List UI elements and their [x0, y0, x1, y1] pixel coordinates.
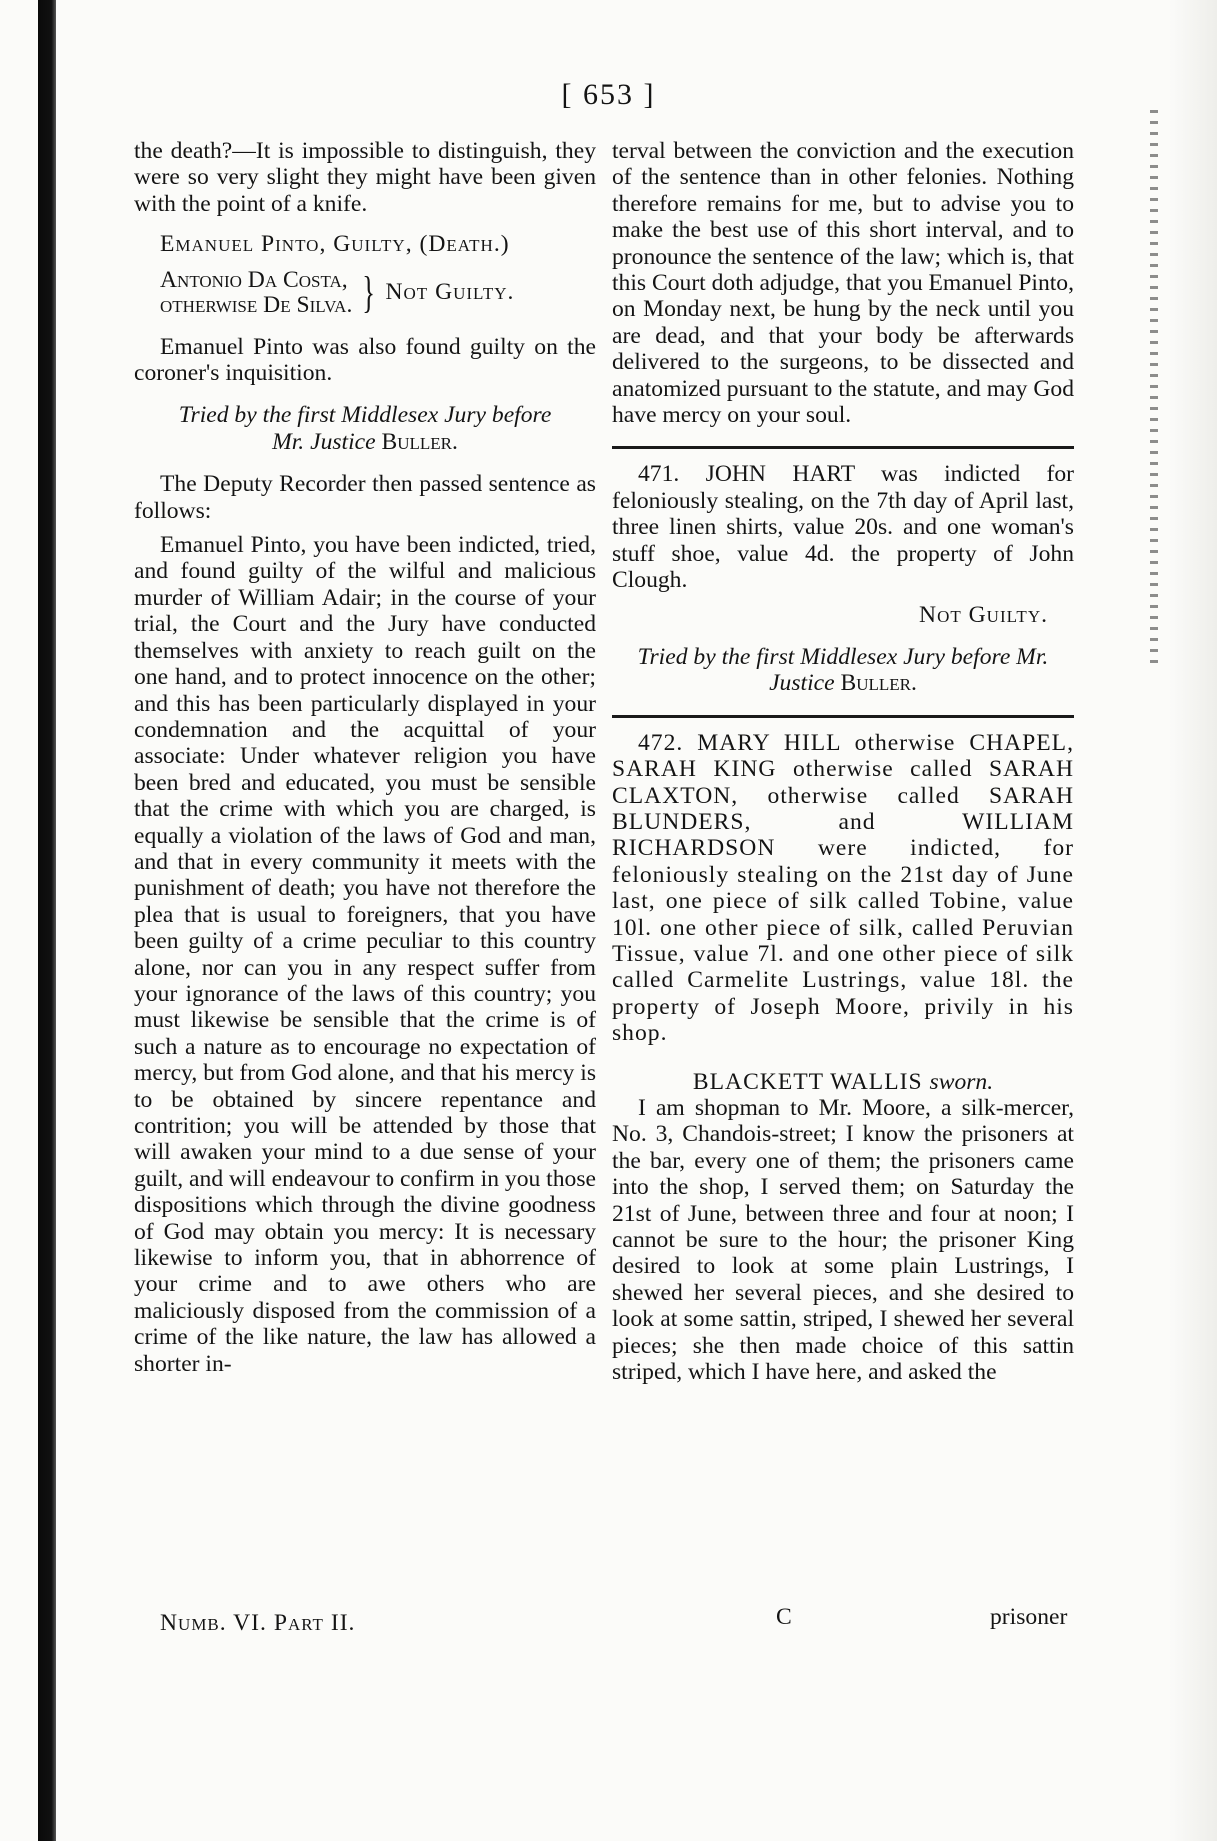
verdict-text: Not Guilty.: [385, 279, 515, 306]
verdict-pinto: Emanuel Pinto, Guilty, (Death.): [160, 231, 510, 258]
tried-before: [612, 644, 1074, 697]
brace-icon: }: [362, 267, 376, 317]
verdict-hart: Not Guilty.: [919, 601, 1048, 628]
section-divider: [612, 715, 1074, 718]
defendant-names: [160, 268, 352, 318]
testimony: I am shopman to Mr. Moore, a silk-mercer, No. 3, Chandois-street; I know the prisoners at the bar, every one of them; the prisoners came into the shop, I served them; on Saturday the 21st of June, between three and four at noon; I cannot be sure to the hour; the prisoner King desired to look at some plain Lustrings, I shewed her several pieces, and she desired to look at some sattin, striped, I shewed her several pieces; she then made choice of this sattin striped, which I have here, and asked the: [612, 1095, 1074, 1386]
page-binding-shadow: [38, 0, 56, 1841]
section-divider: [612, 446, 1074, 449]
case-471: 471. JOHN HART was indicted for feloniously stealing, on the 7th day of April last, three linen shirts, value 20s. and one woman's stuff shoe, value 4d. the property of John Clough.: [612, 461, 1074, 594]
tried-line: Tried by the first Middlesex Jury before Mr.: [637, 643, 1049, 670]
witness-heading: [612, 1069, 1074, 1095]
tried-line: Tried by the first Middlesex Jury before: [178, 402, 552, 429]
page-number: [ 653 ]: [561, 78, 656, 111]
paragraph: The Deputy Recorder then passed sentence as follows:: [134, 471, 596, 524]
tried-text: Mr. Justice: [272, 428, 376, 455]
judge-name: Buller.: [840, 670, 917, 697]
tried-line: [134, 429, 596, 455]
margin-marks: [1150, 110, 1158, 670]
paragraph: terval between the conviction and the execution of the sentence than in other felonies. Nothing therefore remains for me, but to advise you to make the best use of this short interval, and to pronounce the sentence of the law; which is, that this Court doth adjudge, that you Emanuel Pinto, on Monday next, be hung by the neck until you are dead, and that your body be afterwards delivered to the surgeons, to be dissected and anatomized pursuant to the statute, and may God have mercy on your soul.: [612, 138, 1075, 429]
footer-number: Numb. VI. Part II.: [160, 1610, 356, 1636]
tried-text: Justice: [769, 670, 835, 697]
right-column: [612, 138, 1074, 1385]
paragraph: Emanuel Pinto was also found guilty on the coroner's inquisition.: [134, 333, 596, 387]
defendant-name-line: Antonio Da Costa,: [160, 266, 348, 293]
witness-sworn: sworn.: [929, 1068, 994, 1095]
tried-before: [134, 402, 596, 455]
verdict-dacosta: [134, 268, 596, 318]
signature-mark: C: [776, 1604, 792, 1630]
catchword: prisoner: [990, 1604, 1068, 1630]
left-column: [134, 138, 596, 1377]
page-edge: [1057, 0, 1217, 1841]
tried-line: [612, 670, 1074, 696]
case-472: 472. MARY HILL otherwise CHAPEL, SARAH KING otherwise called SARAH CLAXTON, otherwise called SARAH BLUNDERS, and WILLIAM RICHARDSON were indicted, for feloniously stealing on the 21st day of June last, one piece of silk called Tobine, value 10l. one other piece of silk, called Peruvian Tissue, value 7l. and one other piece of silk called Carmelite Lustrings, value 18l. the property of Joseph Moore, privily in his shop.: [612, 729, 1074, 1047]
judge-name: Buller.: [381, 428, 458, 455]
defendant-alias-line: otherwise De Silva.: [160, 291, 353, 318]
paragraph: the death?—It is impossible to distinguish, they were so very slight they might have been given with the point of a knife.: [134, 138, 596, 217]
witness-name: BLACKETT WALLIS: [692, 1068, 923, 1095]
sentence-paragraph: Emanuel Pinto, you have been indicted, tried, and found guilty of the wilful and malicious murder of William Adair; in the course of your trial, the Court and the Jury have conducted themselves with anxiety to reach guilt on the one hand, and to protect innocence on the other; and this has been particularly displayed in your condemnation and the acquittal of your associate: Under whatever religion you have been bred and educated, you must be sensible that the crime with which you are charged, is equally a violation of the laws of God and man, and that in every community it meets with the punishment of death; you have not therefore the plea that is usual to foreigners, that you have been guilty of a crime peculiar to this country alone, nor can you in any respect suffer from your ignorance of the laws of this country; you must likewise be sensible that the crime is of such a nature as to encourage no expectation of mercy, but from God alone, and that his mercy is to be obtained by sincere repentance and contrition; you will be attended by those that will awaken your mind to a due sense of your guilt, and will endeavour to confirm in you those dispositions which through the divine goodness of God may obtain you mercy: It is necessary likewise to inform you, that in abhorrence of your crime and to awe others who are maliciously disposed from the commission of a crime of the like nature, the law has allowed a shorter in-: [134, 532, 596, 1377]
